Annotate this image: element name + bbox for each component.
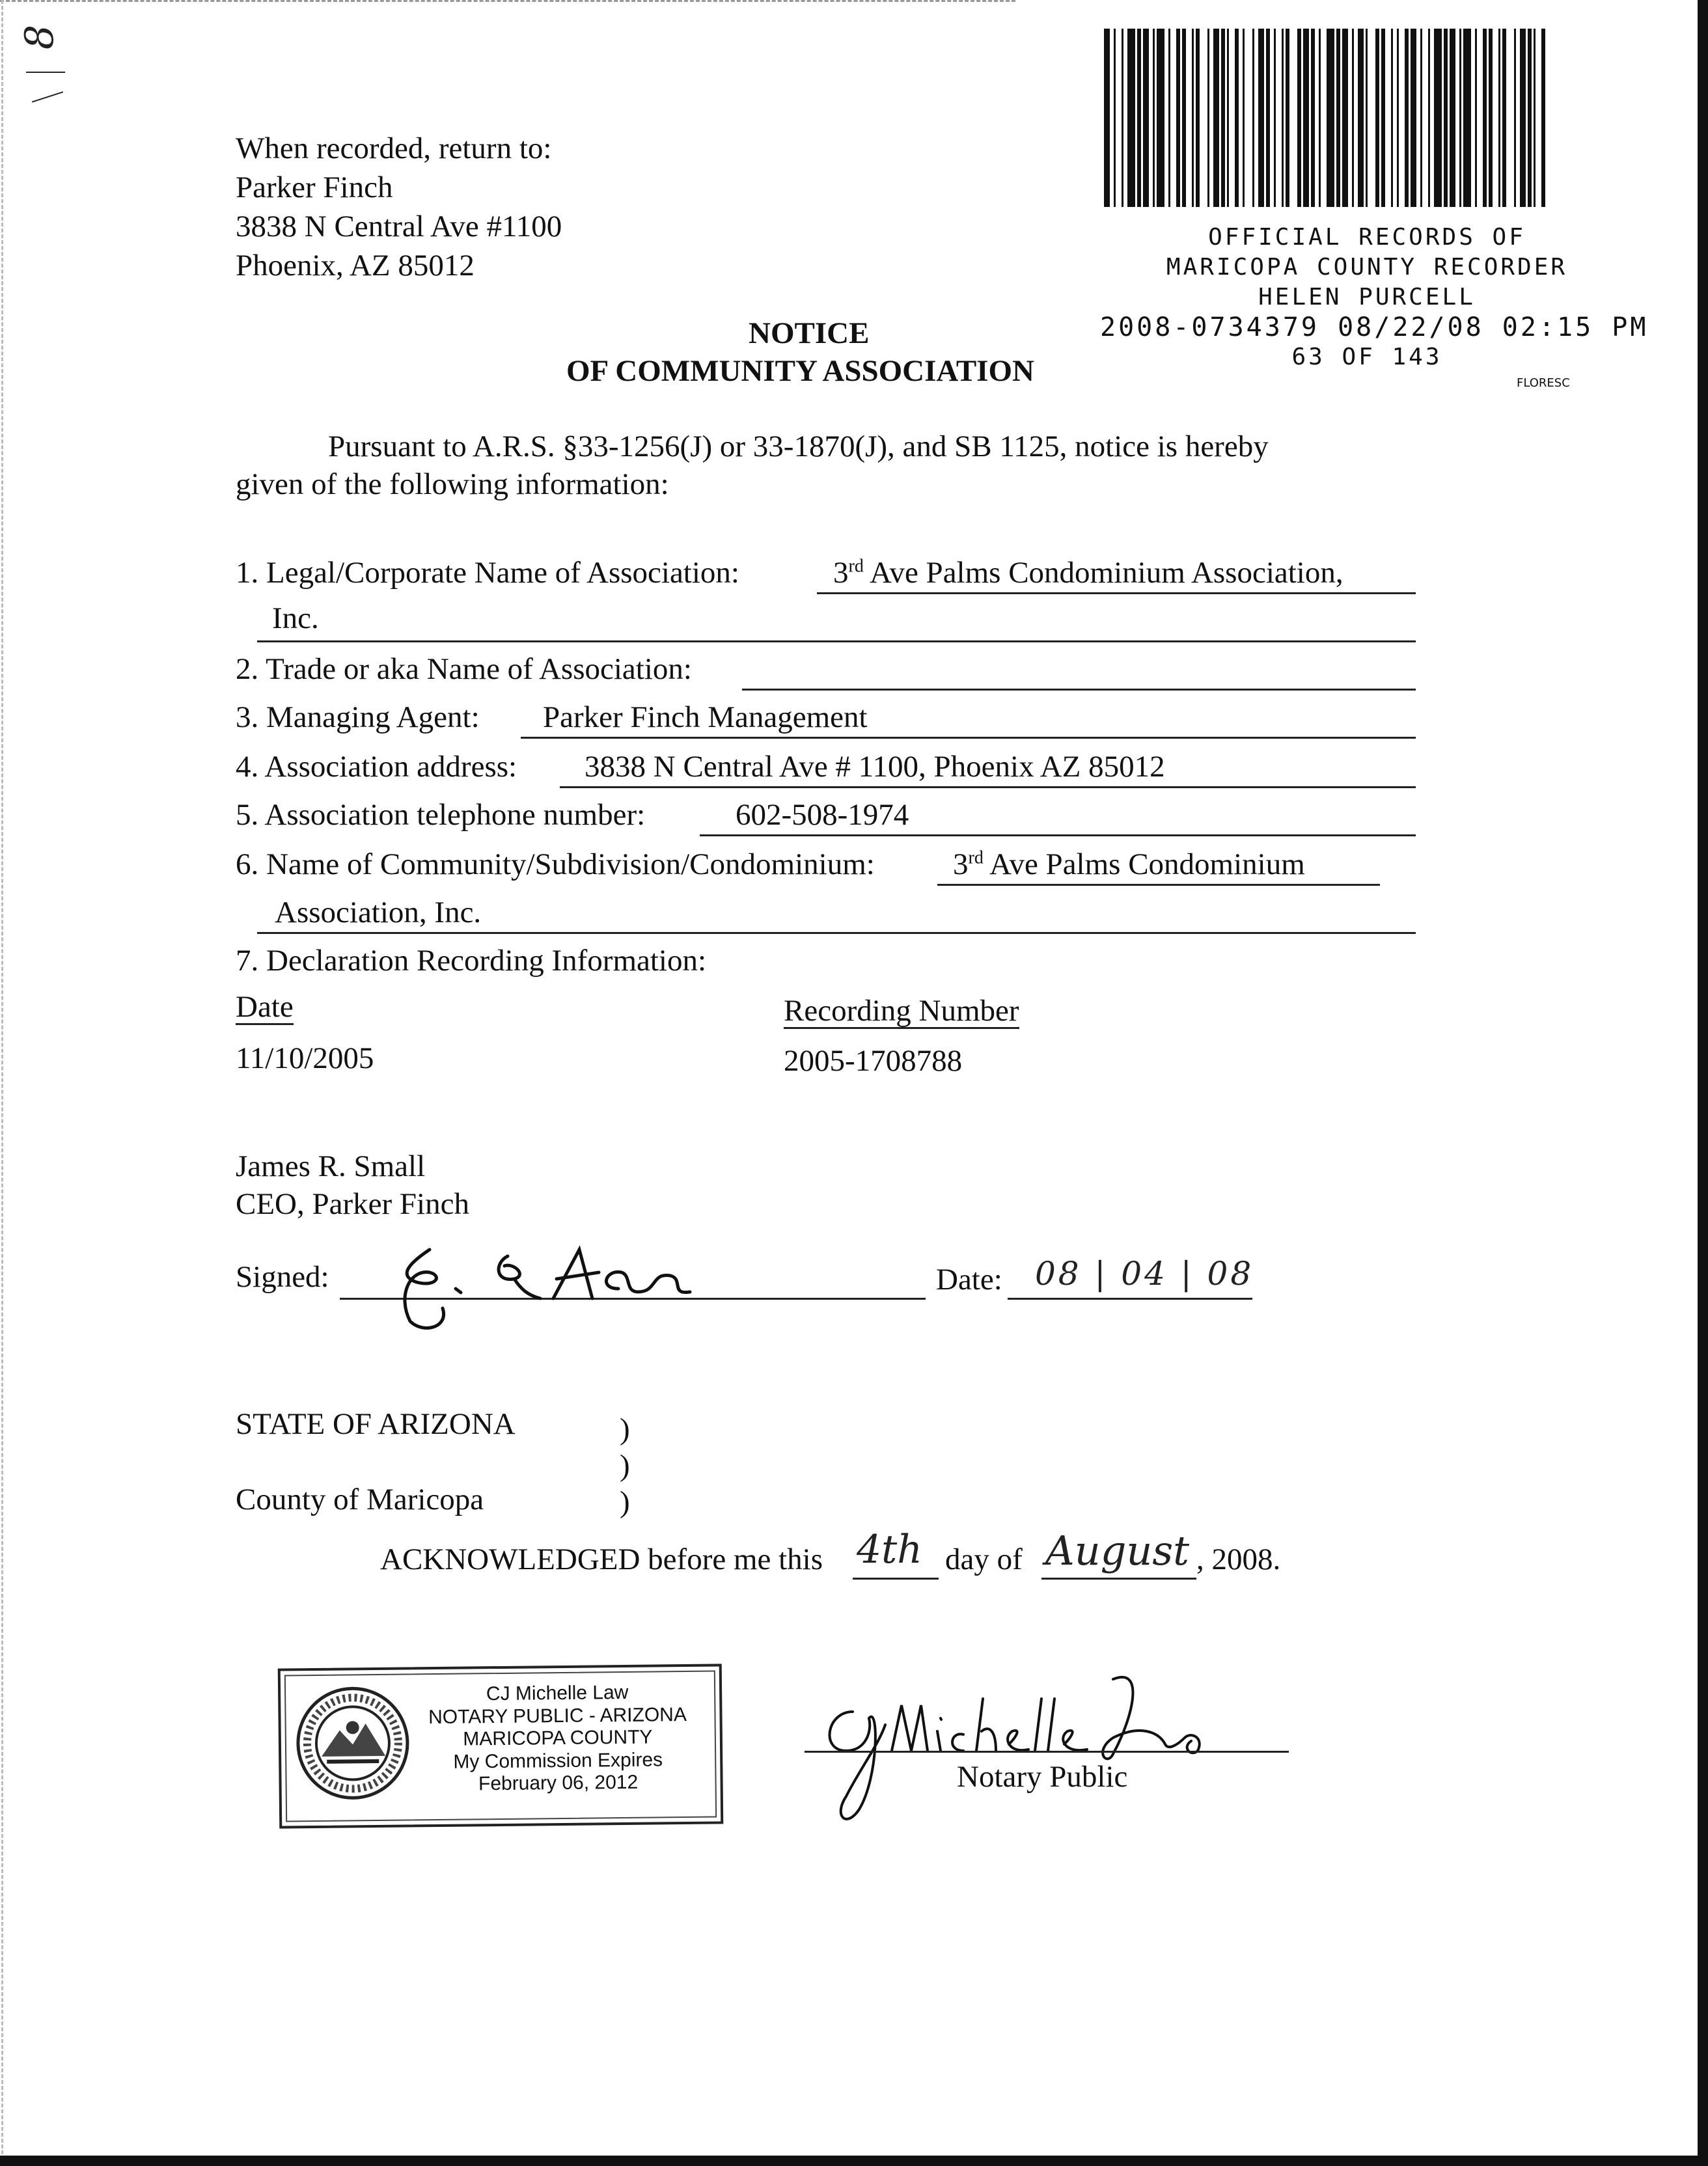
recorder-line-4: 2008-0734379 08/22/08 02:15 PM — [1100, 312, 1649, 342]
barcode-bar — [1381, 29, 1385, 207]
barcode-bar — [1176, 29, 1180, 207]
item-6-underline-2 — [257, 932, 1416, 934]
item-4-label: 4. Association address: — [236, 750, 517, 784]
item-4-underline — [560, 786, 1416, 788]
barcode-bar — [1243, 29, 1245, 207]
barcode-bar — [1489, 29, 1493, 207]
item-5-value: 602-508-1974 — [736, 798, 909, 832]
barcode-bar — [1274, 29, 1276, 207]
right-border — [1698, 0, 1708, 2166]
title-community-association: OF COMMUNITY ASSOCIATION — [566, 354, 1034, 388]
barcode-bar — [1311, 29, 1315, 207]
recorder-line-2: MARICOPA COUNTY RECORDER — [1166, 254, 1568, 281]
item-6-underline — [937, 884, 1380, 886]
item-6-ordinal: 3 — [953, 847, 969, 881]
left-edge — [1, 0, 3, 2166]
return-line-2: Parker Finch — [236, 171, 393, 204]
barcode-bar — [1286, 29, 1289, 207]
barcode-bar — [1303, 29, 1309, 207]
barcode-bar — [1282, 29, 1284, 207]
state-label: STATE OF ARIZONA — [236, 1407, 516, 1441]
paren-2: ) — [620, 1449, 630, 1483]
stamp-notary: NOTARY PUBLIC - ARIZONA — [428, 1703, 687, 1728]
item-1-ordinal: 3 — [833, 556, 849, 590]
barcode-bar — [1319, 29, 1321, 207]
barcode-bar — [1483, 29, 1487, 207]
item-1-value-cont: Inc. — [272, 601, 319, 635]
notary-stamp — [278, 1664, 724, 1828]
barcode-bar — [1475, 29, 1477, 207]
barcode-bar — [1221, 29, 1225, 207]
barcode-bar — [1405, 29, 1409, 207]
acknowledged-middle: day of — [945, 1542, 1023, 1576]
item-5-label: 5. Association telephone number: — [236, 798, 646, 832]
barcode-bar — [1391, 29, 1393, 207]
bottom-border — [0, 2156, 1708, 2166]
notary-signature-line — [805, 1751, 1289, 1753]
barcode-bar — [1207, 29, 1209, 207]
barcode-bar — [1342, 29, 1348, 207]
barcode-bar — [1444, 29, 1448, 207]
signature-date: 08 | 04 | 08 — [1035, 1255, 1254, 1293]
barcode-bar — [1122, 29, 1123, 207]
margin-mark — [26, 72, 65, 73]
barcode-bar — [1327, 29, 1334, 207]
date-line — [1008, 1298, 1252, 1300]
barcode-bar — [1168, 29, 1170, 207]
ceo-signature — [384, 1237, 749, 1341]
item-6-label: 6. Name of Community/Subdivision/Condominium: — [236, 847, 875, 881]
barcode-bar — [1258, 29, 1264, 207]
barcode-bar — [1428, 29, 1430, 207]
day-line — [853, 1578, 939, 1580]
item-7-label: 7. Declaration Recording Information: — [236, 944, 707, 978]
item-4-value: 3838 N Central Ave # 1100, Phoenix AZ 85012 — [585, 750, 1165, 784]
barcode-bar — [1434, 29, 1442, 207]
item-1-underline-2 — [257, 640, 1416, 642]
signer-name: James R. Small — [236, 1149, 426, 1183]
item-6-name: Ave Palms Condominium — [983, 847, 1305, 881]
acknowledged-prefix: ACKNOWLEDGED before me this — [380, 1542, 823, 1576]
recorder-line-5: 63 OF 143 — [1291, 344, 1442, 370]
return-line-3: 3838 N Central Ave #1100 — [236, 210, 562, 243]
county-label: County of Maricopa — [236, 1483, 484, 1516]
barcode-bar — [1297, 29, 1301, 207]
month-line — [1041, 1578, 1196, 1580]
recorder-line-1: OFFICIAL RECORDS OF — [1208, 224, 1526, 251]
item-1-label: 1. Legal/Corporate Name of Association: — [236, 556, 739, 590]
title-notice: NOTICE — [749, 316, 870, 350]
barcode-bar — [1397, 29, 1399, 207]
barcode-bar — [1182, 29, 1186, 207]
acknowledged-year: , 2008. — [1196, 1542, 1281, 1576]
barcode-bar — [1502, 29, 1506, 207]
acknowledged-month: August — [1045, 1527, 1190, 1574]
barcode-bar — [1528, 29, 1532, 207]
barcode-bar — [1104, 29, 1110, 207]
return-address — [236, 129, 562, 285]
barcode-bar — [1213, 29, 1219, 207]
item-3-label: 3. Managing Agent: — [236, 700, 480, 734]
recorder-block — [1100, 223, 1649, 372]
return-line-1: When recorded, return to: — [236, 131, 552, 165]
signed-label: Signed: — [236, 1260, 329, 1294]
stamp-county: MARICOPA COUNTY — [463, 1726, 653, 1750]
barcode-bar — [1114, 29, 1116, 207]
barcode-bar — [1157, 29, 1164, 207]
barcode-bar — [1358, 29, 1364, 207]
barcode-bar — [1366, 29, 1368, 207]
barcode-bar — [1459, 29, 1461, 207]
barcode-bar — [1196, 29, 1200, 207]
barcode-bar — [1127, 29, 1135, 207]
stamp-name: CJ Michelle Law — [486, 1681, 629, 1705]
barcode — [1100, 26, 1554, 210]
stamp-expiry: February 06, 2012 — [478, 1771, 639, 1795]
item-2-underline — [742, 689, 1416, 691]
barcode-bar — [1514, 29, 1516, 207]
recording-number-header: Recording Number — [784, 994, 1019, 1028]
barcode-bar — [1411, 29, 1416, 207]
barcode-bar — [1352, 29, 1354, 207]
item-5-underline — [700, 834, 1416, 836]
recorder-line-3: HELEN PURCELL — [1258, 284, 1476, 310]
barcode-bar — [1252, 29, 1254, 207]
barcode-bar — [1520, 29, 1526, 207]
stamp-commission: My Commission Expires — [453, 1748, 663, 1773]
barcode-bar — [1463, 29, 1471, 207]
margin-mark-slash — [32, 91, 63, 102]
stamp-text — [404, 1681, 711, 1796]
acknowledged-day: 4th — [857, 1527, 922, 1572]
barcode-bar — [1450, 29, 1455, 207]
item-3-value: Parker Finch Management — [543, 700, 868, 734]
barcode-bar — [1375, 29, 1379, 207]
intro-line-2: given of the following information: — [236, 467, 669, 501]
recording-date-header: Date — [236, 990, 294, 1024]
arizona-seal-icon — [294, 1684, 412, 1802]
barcode-bar — [1534, 29, 1536, 207]
barcode-bar — [1420, 29, 1422, 207]
recorder-clerk: FLORESC — [1517, 376, 1570, 390]
barcode-bar — [1541, 29, 1545, 207]
recording-number-value: 2005-1708788 — [784, 1044, 963, 1078]
margin-note: 8 — [17, 24, 63, 50]
item-1-name: Ave Palms Condominium Association, — [863, 556, 1343, 590]
barcode-bar — [1153, 29, 1155, 207]
item-6-ordinal-suffix: rd — [968, 847, 984, 868]
barcode-bar — [1227, 29, 1229, 207]
recording-date-value: 11/10/2005 — [236, 1041, 374, 1075]
item-2-label: 2. Trade or aka Name of Association: — [236, 652, 692, 686]
item-3-underline — [521, 737, 1416, 739]
barcode-bar — [1336, 29, 1340, 207]
item-1-value — [833, 555, 1343, 591]
return-line-4: Phoenix, AZ 85012 — [236, 249, 475, 282]
notary-signature — [807, 1640, 1263, 1835]
barcode-bar — [1235, 29, 1239, 207]
barcode-bar — [1143, 29, 1149, 207]
item-6-value — [953, 846, 1305, 883]
barcode-bar — [1266, 29, 1270, 207]
paren-1: ) — [620, 1412, 630, 1446]
top-edge — [0, 0, 1015, 2]
barcode-bar — [1192, 29, 1194, 207]
item-1-ordinal-suffix: rd — [848, 556, 864, 577]
item-6-value-cont: Association, Inc. — [275, 896, 482, 929]
paren-3: ) — [620, 1485, 630, 1519]
item-1-underline — [817, 592, 1416, 594]
barcode-bar — [1137, 29, 1141, 207]
barcode-bar — [1498, 29, 1500, 207]
notary-public-label: Notary Public — [957, 1760, 1128, 1794]
intro-line-1: Pursuant to A.R.S. §33-1256(J) or 33-1870(J), and SB 1125, notice is hereby — [328, 430, 1269, 463]
date-label: Date: — [936, 1263, 1002, 1296]
signer-title: CEO, Parker Finch — [236, 1187, 469, 1221]
